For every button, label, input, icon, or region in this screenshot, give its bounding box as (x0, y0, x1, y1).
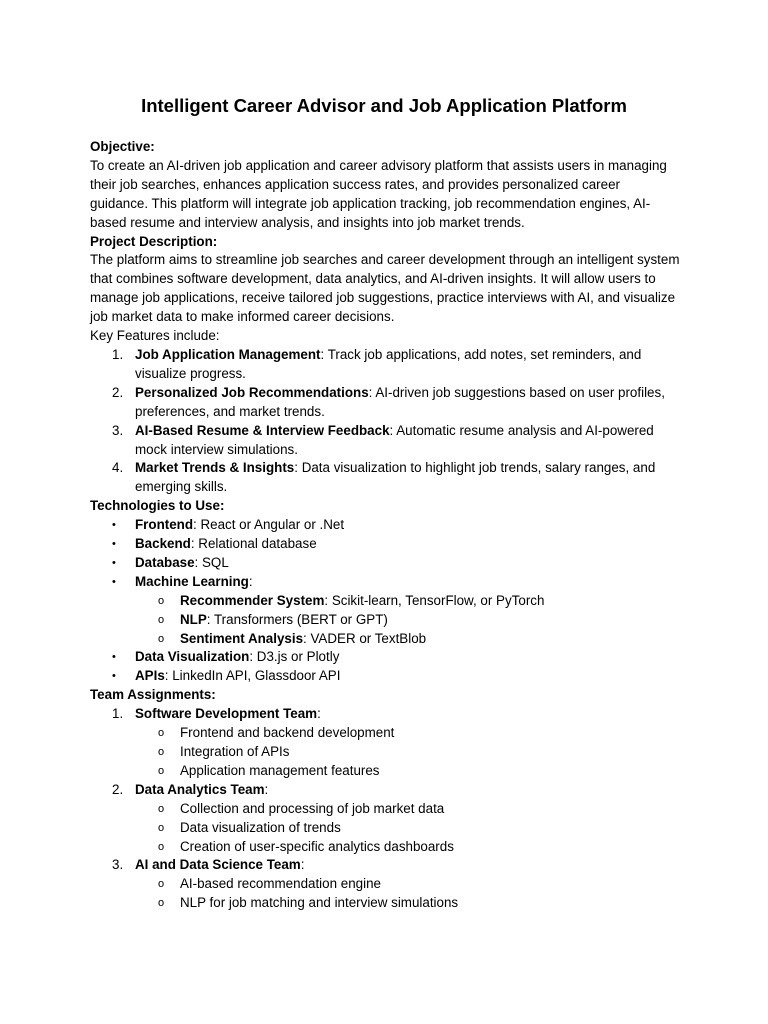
team-task (135, 819, 680, 838)
team-task-text: NLP for job matching and interview simulations (180, 895, 459, 911)
circle-bullet-icon: o (158, 821, 165, 834)
feature-item (90, 346, 680, 384)
team-task-list (135, 800, 680, 857)
circle-bullet-icon: o (158, 632, 165, 645)
team-task (135, 724, 680, 743)
team-task-list (135, 875, 680, 913)
technology-title: Backend (135, 536, 191, 552)
feature-title: AI-Based Resume & Interview Feedback (135, 422, 390, 438)
ml-sub-item (135, 592, 680, 611)
team-title: Software Development Team (135, 706, 318, 722)
bullet-icon: • (112, 556, 116, 569)
team-task (135, 762, 680, 781)
team-title: AI and Data Science Team (135, 857, 301, 873)
team-title: Data Analytics Team (135, 781, 265, 797)
list-number: 2. (112, 781, 124, 797)
team-assignments-list (90, 705, 680, 913)
feature-item (90, 422, 680, 460)
ml-sub-item (135, 611, 680, 630)
ml-sub-desc: : Transformers (BERT or GPT) (206, 611, 388, 627)
feature-desc: : Track job applications, add notes, set reminders, and visualize progress. (135, 346, 642, 381)
team-item (90, 781, 680, 857)
technology-desc: : (248, 573, 253, 589)
technology-desc: : LinkedIn API, Glassdoor API (164, 668, 341, 684)
ml-sub-title: NLP (180, 611, 207, 627)
list-number: 3. (112, 857, 124, 873)
bullet-icon: • (112, 538, 116, 551)
ml-sub-desc: : Scikit-learn, TensorFlow, or PyTorch (324, 592, 545, 608)
technology-desc: : SQL (194, 554, 229, 570)
technology-item (90, 573, 680, 649)
machine-learning-sublist (135, 592, 680, 649)
technologies-list (90, 516, 680, 686)
technology-desc: : Relational database (190, 536, 317, 552)
bullet-icon: • (112, 575, 116, 588)
list-number: 1. (112, 706, 124, 722)
circle-bullet-icon: o (158, 727, 165, 740)
technology-title: APIs (135, 668, 165, 684)
objective-heading: Objective: (90, 139, 155, 154)
team-task-text: Application management features (180, 762, 380, 778)
technology-item (90, 667, 680, 686)
team-assignments-heading: Team Assignments: (90, 687, 216, 703)
feature-title: Job Application Management (135, 346, 321, 362)
technology-item (90, 516, 680, 535)
team-task-text: AI-based recommendation engine (180, 876, 381, 892)
technology-title: Data Visualization (135, 649, 250, 665)
team-item (90, 856, 680, 913)
circle-bullet-icon: o (158, 764, 165, 777)
feature-item (90, 384, 680, 422)
team-task (135, 838, 680, 857)
feature-desc: : AI-driven job suggestions based on user profiles, preferences, and market trends. (135, 384, 665, 419)
project-description-text: The platform aims to streamline job searches and career development through an intelligent system that combines software development, data analytics, and AI-driven insights. It will allow users to manage job applications, receive tailored job suggestions, practice interviews with AI, and visualize job market data to make informed career decisions. (90, 252, 680, 325)
team-item (90, 705, 680, 781)
ml-sub-item (135, 630, 680, 649)
technologies-heading: Technologies to Use: (90, 498, 225, 514)
team-task (135, 894, 680, 913)
key-features-intro: Key Features include: (90, 328, 220, 344)
circle-bullet-icon: o (158, 802, 165, 815)
objective-text: To create an AI-driven job application and career advisory platform that assists users in managing their job searches, enhances application success rates, and provides personalized career guidance. This platform will integrate job application tracking, job recommendation engines, AI-based resume and interview analysis, and insights into job market trends. (90, 157, 667, 230)
bullet-icon: • (112, 670, 116, 683)
circle-bullet-icon: o (158, 594, 165, 607)
technology-item (90, 554, 680, 573)
feature-desc: : Data visualization to highlight job trends, salary ranges, and emerging skills. (135, 460, 656, 495)
team-task (135, 875, 680, 894)
circle-bullet-icon: o (158, 897, 165, 910)
team-task (135, 743, 680, 762)
feature-title: Personalized Job Recommendations (135, 384, 369, 400)
project-description-heading: Project Description: (90, 233, 218, 249)
circle-bullet-icon: o (158, 613, 165, 626)
team-task-text: Integration of APIs (180, 744, 290, 759)
team-title-colon: : (264, 781, 269, 797)
team-task-text: Data visualization of trends (180, 819, 341, 835)
circle-bullet-icon: o (158, 840, 165, 853)
ml-sub-desc: : VADER or TextBlob (303, 630, 427, 646)
team-task-text: Collection and processing of job market data (180, 800, 445, 816)
team-task-list (135, 724, 680, 781)
technology-title: Machine Learning (135, 573, 249, 589)
ml-sub-title: Sentiment Analysis (180, 630, 304, 646)
bullet-icon: • (112, 651, 116, 664)
document-body (90, 138, 680, 913)
list-number: 2. (112, 384, 124, 400)
technology-desc: : D3.js or Plotly (249, 649, 340, 665)
list-number: 3. (112, 422, 124, 438)
document-title: Intelligent Career Advisor and Job Application Platform (141, 95, 627, 116)
technology-desc: : React or Angular or .Net (193, 517, 345, 533)
list-number: 1. (112, 346, 124, 362)
team-task-text: Creation of user-specific analytics dashboards (180, 838, 454, 854)
list-number: 4. (112, 460, 124, 476)
team-title-colon: : (300, 857, 305, 873)
feature-desc: : Automatic resume analysis and AI-powered mock interview simulations. (135, 422, 654, 457)
key-features-list (90, 346, 680, 497)
technology-item (90, 535, 680, 554)
technology-title: Frontend (135, 517, 194, 533)
team-title-colon: : (317, 706, 321, 722)
feature-item (90, 459, 680, 497)
team-task-text: Frontend and backend development (180, 725, 395, 741)
technology-item (90, 648, 680, 667)
ml-sub-title: Recommender System (180, 592, 325, 608)
feature-title: Market Trends & Insights (135, 460, 295, 476)
bullet-icon: • (112, 519, 116, 532)
circle-bullet-icon: o (158, 746, 165, 758)
technology-title: Database (135, 554, 195, 570)
circle-bullet-icon: o (158, 878, 165, 891)
team-task (135, 800, 680, 819)
